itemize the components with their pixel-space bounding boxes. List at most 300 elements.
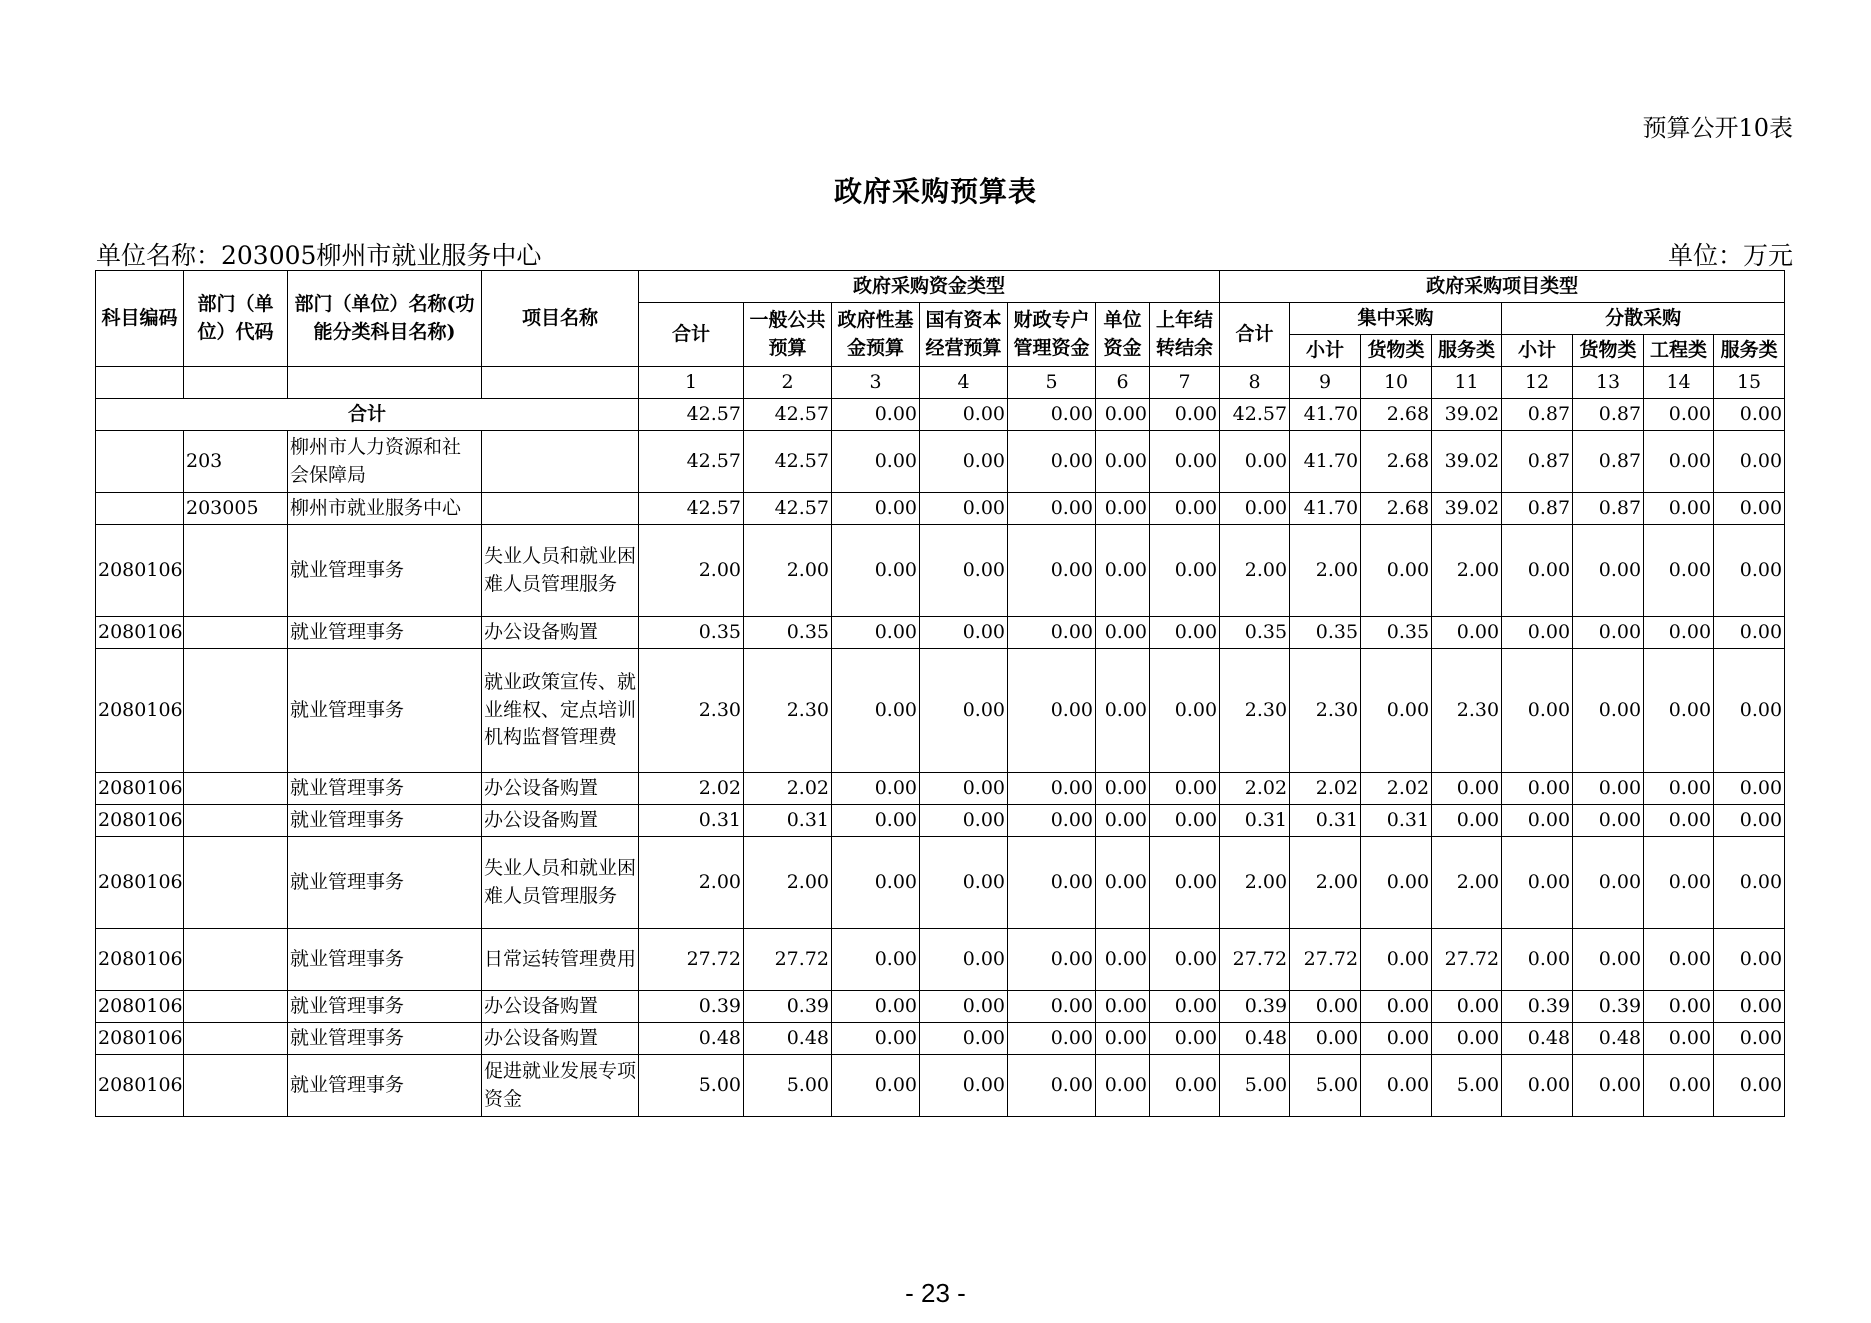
subject-code-cell: 2080106 xyxy=(96,649,184,773)
value-cell: 0.00 xyxy=(1150,991,1220,1023)
total-value-cell: 42.57 xyxy=(1220,399,1290,431)
value-cell: 0.00 xyxy=(1714,617,1785,649)
value-cell: 2.00 xyxy=(1432,837,1502,929)
column-index-cell: 7 xyxy=(1150,367,1220,399)
total-value-cell: 42.57 xyxy=(639,399,744,431)
value-cell: 0.00 xyxy=(1361,929,1432,991)
value-cell: 41.70 xyxy=(1290,431,1361,493)
value-cell: 2.30 xyxy=(1220,649,1290,773)
unit-measure-label: 单位：万元 xyxy=(1667,241,1793,270)
total-value-cell: 41.70 xyxy=(1290,399,1361,431)
table-row xyxy=(96,1023,1785,1055)
value-cell: 39.02 xyxy=(1432,431,1502,493)
total-value-cell: 0.00 xyxy=(1150,399,1220,431)
value-cell: 0.00 xyxy=(920,773,1008,805)
value-cell: 0.00 xyxy=(1008,1055,1096,1117)
value-cell: 2.00 xyxy=(639,525,744,617)
value-cell: 2.00 xyxy=(1220,525,1290,617)
project-name-cell: 办公设备购置 xyxy=(482,1023,639,1055)
value-cell: 0.48 xyxy=(639,1023,744,1055)
col-central-service: 服务类 xyxy=(1432,335,1502,367)
group-project-type: 政府采购项目类型 xyxy=(1220,271,1785,303)
total-value-cell: 0.00 xyxy=(1096,399,1150,431)
col-dept-name: 部门（单位）名称(功能分类科目名称) xyxy=(288,271,482,367)
total-value-cell: 39.02 xyxy=(1432,399,1502,431)
value-cell: 0.00 xyxy=(1573,617,1644,649)
value-cell: 0.00 xyxy=(1644,1055,1714,1117)
value-cell: 0.00 xyxy=(920,617,1008,649)
dept-name-cell: 就业管理事务 xyxy=(288,649,482,773)
column-index-cell: 8 xyxy=(1220,367,1290,399)
value-cell: 2.68 xyxy=(1361,493,1432,525)
value-cell: 27.72 xyxy=(744,929,832,991)
total-value-cell: 0.00 xyxy=(1644,399,1714,431)
value-cell: 2.30 xyxy=(639,649,744,773)
page-number: - 23 - xyxy=(905,1278,966,1308)
value-cell: 42.57 xyxy=(744,431,832,493)
unit-name-label: 单位名称：203005柳州市就业服务中心 xyxy=(96,241,542,270)
value-cell: 0.00 xyxy=(920,1055,1008,1117)
value-cell: 0.00 xyxy=(1644,991,1714,1023)
value-cell: 2.00 xyxy=(1220,837,1290,929)
value-cell: 0.48 xyxy=(744,1023,832,1055)
table-row xyxy=(96,649,1785,773)
col-dispersed-service: 服务类 xyxy=(1714,335,1785,367)
dept-code-cell xyxy=(184,991,288,1023)
dept-code-cell xyxy=(184,837,288,929)
subject-code-cell: 2080106 xyxy=(96,805,184,837)
value-cell: 0.31 xyxy=(744,805,832,837)
col-fund-total: 合计 xyxy=(639,303,744,367)
value-cell: 0.00 xyxy=(1714,805,1785,837)
value-cell: 0.00 xyxy=(1502,929,1573,991)
value-cell: 0.00 xyxy=(1714,1055,1785,1117)
value-cell: 0.39 xyxy=(1573,991,1644,1023)
dept-name-cell: 就业管理事务 xyxy=(288,1023,482,1055)
value-cell: 0.00 xyxy=(1714,837,1785,929)
value-cell: 0.00 xyxy=(1150,773,1220,805)
column-index-cell: 5 xyxy=(1008,367,1096,399)
col-fund-gov: 政府性基金预算 xyxy=(832,303,920,367)
value-cell: 2.68 xyxy=(1361,431,1432,493)
subject-code-cell xyxy=(96,493,184,525)
value-cell: 2.00 xyxy=(1290,525,1361,617)
table-row xyxy=(96,773,1785,805)
table-row xyxy=(96,991,1785,1023)
dept-name-cell: 就业管理事务 xyxy=(288,1055,482,1117)
value-cell: 0.00 xyxy=(1096,805,1150,837)
value-cell: 0.00 xyxy=(1432,1023,1502,1055)
value-cell: 0.00 xyxy=(1714,929,1785,991)
value-cell: 2.02 xyxy=(744,773,832,805)
dept-code-cell xyxy=(184,525,288,617)
value-cell: 0.00 xyxy=(1096,1023,1150,1055)
index-blank xyxy=(288,367,482,399)
value-cell: 0.00 xyxy=(832,805,920,837)
value-cell: 2.02 xyxy=(1290,773,1361,805)
value-cell: 0.00 xyxy=(832,929,920,991)
value-cell: 0.00 xyxy=(1008,649,1096,773)
col-fund-unit: 单位资金 xyxy=(1096,303,1150,367)
value-cell: 0.00 xyxy=(1096,1055,1150,1117)
value-cell: 0.00 xyxy=(1150,837,1220,929)
column-index-cell: 2 xyxy=(744,367,832,399)
value-cell: 2.02 xyxy=(1220,773,1290,805)
value-cell: 0.35 xyxy=(1220,617,1290,649)
value-cell: 0.00 xyxy=(920,805,1008,837)
subject-code-cell: 2080106 xyxy=(96,525,184,617)
value-cell: 2.00 xyxy=(639,837,744,929)
value-cell: 0.00 xyxy=(1096,991,1150,1023)
value-cell: 0.31 xyxy=(1290,805,1361,837)
col-fund-carryover: 上年结转结余 xyxy=(1150,303,1220,367)
value-cell: 0.00 xyxy=(1096,431,1150,493)
table-row xyxy=(96,525,1785,617)
value-cell: 0.00 xyxy=(1644,929,1714,991)
value-cell: 0.00 xyxy=(1432,991,1502,1023)
value-cell: 0.00 xyxy=(1220,431,1290,493)
column-index-cell: 4 xyxy=(920,367,1008,399)
dept-code-cell xyxy=(184,617,288,649)
value-cell: 0.48 xyxy=(1220,1023,1290,1055)
table-row xyxy=(96,805,1785,837)
table-row xyxy=(96,493,1785,525)
value-cell: 0.00 xyxy=(1290,991,1361,1023)
value-cell: 0.00 xyxy=(920,991,1008,1023)
value-cell: 0.00 xyxy=(1096,525,1150,617)
dept-code-cell: 203005 xyxy=(184,493,288,525)
table-code-label: 预算公开10表 xyxy=(1642,114,1793,142)
project-name-cell: 办公设备购置 xyxy=(482,773,639,805)
col-central-subtotal: 小计 xyxy=(1290,335,1361,367)
value-cell: 2.30 xyxy=(1290,649,1361,773)
column-index-cell: 10 xyxy=(1361,367,1432,399)
value-cell: 0.00 xyxy=(1502,773,1573,805)
dept-name-cell: 就业管理事务 xyxy=(288,617,482,649)
value-cell: 0.00 xyxy=(1644,837,1714,929)
dept-code-cell xyxy=(184,1055,288,1117)
value-cell: 0.35 xyxy=(1290,617,1361,649)
subject-code-cell xyxy=(96,431,184,493)
subject-code-cell: 2080106 xyxy=(96,1023,184,1055)
subject-code-cell: 2080106 xyxy=(96,929,184,991)
table-row xyxy=(96,431,1785,493)
value-cell: 0.39 xyxy=(639,991,744,1023)
dept-name-cell: 就业管理事务 xyxy=(288,991,482,1023)
value-cell: 0.00 xyxy=(1150,929,1220,991)
value-cell: 0.00 xyxy=(920,837,1008,929)
total-value-cell: 0.00 xyxy=(920,399,1008,431)
value-cell: 0.00 xyxy=(1008,929,1096,991)
value-cell: 0.00 xyxy=(1502,525,1573,617)
col-subject-code: 科目编码 xyxy=(96,271,184,367)
value-cell: 2.00 xyxy=(744,837,832,929)
value-cell: 0.00 xyxy=(1008,837,1096,929)
value-cell: 0.00 xyxy=(1150,649,1220,773)
value-cell: 0.00 xyxy=(832,1023,920,1055)
value-cell: 0.00 xyxy=(1714,431,1785,493)
value-cell: 0.00 xyxy=(1714,525,1785,617)
value-cell: 0.00 xyxy=(1502,649,1573,773)
value-cell: 2.30 xyxy=(1432,649,1502,773)
value-cell: 0.87 xyxy=(1502,493,1573,525)
value-cell: 0.00 xyxy=(1096,649,1150,773)
value-cell: 0.48 xyxy=(1573,1023,1644,1055)
dept-name-cell: 就业管理事务 xyxy=(288,525,482,617)
value-cell: 5.00 xyxy=(1290,1055,1361,1117)
project-name-cell: 促进就业发展专项资金 xyxy=(482,1055,639,1117)
value-cell: 0.00 xyxy=(1096,929,1150,991)
value-cell: 42.57 xyxy=(744,493,832,525)
col-central-goods: 货物类 xyxy=(1361,335,1432,367)
value-cell: 27.72 xyxy=(1290,929,1361,991)
dept-code-cell: 203 xyxy=(184,431,288,493)
value-cell: 0.00 xyxy=(1096,773,1150,805)
group-central-procurement: 集中采购 xyxy=(1290,303,1502,335)
procurement-budget-table xyxy=(95,270,1785,1117)
total-value-cell: 0.00 xyxy=(1008,399,1096,431)
value-cell: 0.00 xyxy=(1502,1055,1573,1117)
value-cell: 5.00 xyxy=(1432,1055,1502,1117)
subject-code-cell: 2080106 xyxy=(96,1055,184,1117)
value-cell: 0.35 xyxy=(1361,617,1432,649)
project-name-cell xyxy=(482,431,639,493)
table-row xyxy=(96,617,1785,649)
project-name-cell xyxy=(482,493,639,525)
value-cell: 0.00 xyxy=(1573,929,1644,991)
value-cell: 0.00 xyxy=(1150,431,1220,493)
col-dept-code: 部门（单位）代码 xyxy=(184,271,288,367)
value-cell: 0.00 xyxy=(832,617,920,649)
value-cell: 0.00 xyxy=(832,1055,920,1117)
project-name-cell: 办公设备购置 xyxy=(482,805,639,837)
value-cell: 39.02 xyxy=(1432,493,1502,525)
table-body xyxy=(96,367,1785,1117)
value-cell: 0.39 xyxy=(744,991,832,1023)
value-cell: 0.00 xyxy=(832,431,920,493)
value-cell: 0.00 xyxy=(920,525,1008,617)
subject-code-cell: 2080106 xyxy=(96,773,184,805)
total-value-cell: 2.68 xyxy=(1361,399,1432,431)
value-cell: 0.00 xyxy=(1361,525,1432,617)
dept-name-cell: 就业管理事务 xyxy=(288,837,482,929)
value-cell: 2.02 xyxy=(1361,773,1432,805)
value-cell: 0.00 xyxy=(1096,493,1150,525)
col-fund-state-capital: 国有资本经营预算 xyxy=(920,303,1008,367)
value-cell: 0.00 xyxy=(1644,525,1714,617)
value-cell: 0.00 xyxy=(1714,649,1785,773)
value-cell: 0.00 xyxy=(1714,493,1785,525)
project-name-cell: 失业人员和就业困难人员管理服务 xyxy=(482,525,639,617)
col-proj-total: 合计 xyxy=(1220,303,1290,367)
value-cell: 0.00 xyxy=(1361,837,1432,929)
value-cell: 0.00 xyxy=(1644,493,1714,525)
project-name-cell: 办公设备购置 xyxy=(482,617,639,649)
value-cell: 0.00 xyxy=(1644,649,1714,773)
column-index-cell: 13 xyxy=(1573,367,1644,399)
column-index-cell: 12 xyxy=(1502,367,1573,399)
total-row xyxy=(96,399,1785,431)
dept-code-cell xyxy=(184,649,288,773)
project-name-cell: 就业政策宣传、就业维权、定点培训机构监督管理费 xyxy=(482,649,639,773)
value-cell: 0.35 xyxy=(639,617,744,649)
column-index-cell: 9 xyxy=(1290,367,1361,399)
dept-name-cell: 就业管理事务 xyxy=(288,773,482,805)
value-cell: 0.00 xyxy=(832,773,920,805)
value-cell: 0.00 xyxy=(1432,773,1502,805)
index-blank xyxy=(184,367,288,399)
value-cell: 0.00 xyxy=(1573,649,1644,773)
index-blank xyxy=(482,367,639,399)
value-cell: 0.00 xyxy=(832,991,920,1023)
value-cell: 0.00 xyxy=(1150,1055,1220,1117)
value-cell: 0.00 xyxy=(1008,525,1096,617)
value-cell: 0.00 xyxy=(1573,773,1644,805)
column-index-cell: 1 xyxy=(639,367,744,399)
table-row xyxy=(96,837,1785,929)
col-fund-fiscal-special: 财政专户管理资金 xyxy=(1008,303,1096,367)
value-cell: 0.31 xyxy=(639,805,744,837)
value-cell: 0.00 xyxy=(1361,991,1432,1023)
value-cell: 42.57 xyxy=(639,431,744,493)
value-cell: 0.00 xyxy=(1096,837,1150,929)
value-cell: 0.00 xyxy=(1714,773,1785,805)
project-name-cell: 办公设备购置 xyxy=(482,991,639,1023)
value-cell: 42.57 xyxy=(639,493,744,525)
value-cell: 0.00 xyxy=(1644,773,1714,805)
col-dispersed-engineering: 工程类 xyxy=(1644,335,1714,367)
project-name-cell: 失业人员和就业困难人员管理服务 xyxy=(482,837,639,929)
group-dispersed-procurement: 分散采购 xyxy=(1502,303,1785,335)
value-cell: 0.00 xyxy=(1008,773,1096,805)
value-cell: 5.00 xyxy=(744,1055,832,1117)
value-cell: 0.35 xyxy=(744,617,832,649)
dept-name-cell: 柳州市就业服务中心 xyxy=(288,493,482,525)
value-cell: 2.00 xyxy=(744,525,832,617)
value-cell: 0.39 xyxy=(1220,991,1290,1023)
value-cell: 0.00 xyxy=(832,493,920,525)
column-index-cell: 3 xyxy=(832,367,920,399)
group-fund-type: 政府采购资金类型 xyxy=(639,271,1220,303)
value-cell: 0.31 xyxy=(1361,805,1432,837)
page-title: 政府采购预算表 xyxy=(833,175,1037,208)
subject-code-cell: 2080106 xyxy=(96,991,184,1023)
value-cell: 0.00 xyxy=(1432,805,1502,837)
value-cell: 0.39 xyxy=(1502,991,1573,1023)
col-fund-general: 一般公共预算 xyxy=(744,303,832,367)
value-cell: 0.31 xyxy=(1220,805,1290,837)
header-row-1 xyxy=(96,271,1785,303)
value-cell: 0.00 xyxy=(832,837,920,929)
value-cell: 0.00 xyxy=(1008,805,1096,837)
column-index-cell: 15 xyxy=(1714,367,1785,399)
value-cell: 27.72 xyxy=(1432,929,1502,991)
value-cell: 0.00 xyxy=(920,929,1008,991)
value-cell: 0.48 xyxy=(1502,1023,1573,1055)
total-value-cell: 0.87 xyxy=(1573,399,1644,431)
total-label: 合计 xyxy=(96,399,639,431)
value-cell: 0.00 xyxy=(1644,617,1714,649)
project-name-cell: 日常运转管理费用 xyxy=(482,929,639,991)
value-cell: 0.00 xyxy=(1220,493,1290,525)
subject-code-cell: 2080106 xyxy=(96,617,184,649)
value-cell: 0.00 xyxy=(1008,431,1096,493)
value-cell: 0.00 xyxy=(1290,1023,1361,1055)
value-cell: 0.00 xyxy=(1432,617,1502,649)
value-cell: 0.00 xyxy=(832,525,920,617)
value-cell: 2.00 xyxy=(1432,525,1502,617)
value-cell: 0.00 xyxy=(1361,1055,1432,1117)
value-cell: 0.00 xyxy=(1644,805,1714,837)
value-cell: 0.87 xyxy=(1502,431,1573,493)
value-cell: 0.00 xyxy=(1714,991,1785,1023)
value-cell: 0.00 xyxy=(1573,1055,1644,1117)
value-cell: 0.00 xyxy=(1573,837,1644,929)
dept-code-cell xyxy=(184,773,288,805)
dept-name-cell: 柳州市人力资源和社会保障局 xyxy=(288,431,482,493)
dept-name-cell: 就业管理事务 xyxy=(288,805,482,837)
value-cell: 0.00 xyxy=(1150,493,1220,525)
column-index-cell: 14 xyxy=(1644,367,1714,399)
subject-code-cell: 2080106 xyxy=(96,837,184,929)
value-cell: 0.00 xyxy=(920,493,1008,525)
value-cell: 0.00 xyxy=(1008,1023,1096,1055)
value-cell: 0.00 xyxy=(1150,617,1220,649)
value-cell: 0.00 xyxy=(920,649,1008,773)
value-cell: 0.00 xyxy=(1008,991,1096,1023)
dept-name-cell: 就业管理事务 xyxy=(288,929,482,991)
value-cell: 0.00 xyxy=(1361,649,1432,773)
value-cell: 41.70 xyxy=(1290,493,1361,525)
total-value-cell: 0.87 xyxy=(1502,399,1573,431)
value-cell: 27.72 xyxy=(639,929,744,991)
col-dispersed-goods: 货物类 xyxy=(1573,335,1644,367)
total-value-cell: 42.57 xyxy=(744,399,832,431)
value-cell: 0.00 xyxy=(1150,805,1220,837)
table-row xyxy=(96,1055,1785,1117)
value-cell: 0.00 xyxy=(1502,805,1573,837)
value-cell: 2.30 xyxy=(744,649,832,773)
value-cell: 0.00 xyxy=(832,649,920,773)
total-value-cell: 0.00 xyxy=(832,399,920,431)
value-cell: 0.00 xyxy=(1008,617,1096,649)
value-cell: 5.00 xyxy=(1220,1055,1290,1117)
table-row xyxy=(96,929,1785,991)
value-cell: 0.00 xyxy=(920,1023,1008,1055)
value-cell: 0.00 xyxy=(920,431,1008,493)
dept-code-cell xyxy=(184,1023,288,1055)
dept-code-cell xyxy=(184,929,288,991)
total-value-cell: 0.00 xyxy=(1714,399,1785,431)
value-cell: 0.00 xyxy=(1502,617,1573,649)
value-cell: 2.02 xyxy=(639,773,744,805)
value-cell: 0.87 xyxy=(1573,493,1644,525)
value-cell: 0.00 xyxy=(1150,525,1220,617)
value-cell: 27.72 xyxy=(1220,929,1290,991)
index-blank xyxy=(96,367,184,399)
value-cell: 0.00 xyxy=(1573,805,1644,837)
value-cell: 2.00 xyxy=(1290,837,1361,929)
dept-code-cell xyxy=(184,805,288,837)
col-dispersed-subtotal: 小计 xyxy=(1502,335,1573,367)
value-cell: 0.00 xyxy=(1008,493,1096,525)
value-cell: 0.00 xyxy=(1714,1023,1785,1055)
value-cell: 0.00 xyxy=(1150,1023,1220,1055)
value-cell: 0.00 xyxy=(1096,617,1150,649)
value-cell: 0.00 xyxy=(1644,431,1714,493)
value-cell: 0.00 xyxy=(1573,525,1644,617)
value-cell: 0.00 xyxy=(1502,837,1573,929)
